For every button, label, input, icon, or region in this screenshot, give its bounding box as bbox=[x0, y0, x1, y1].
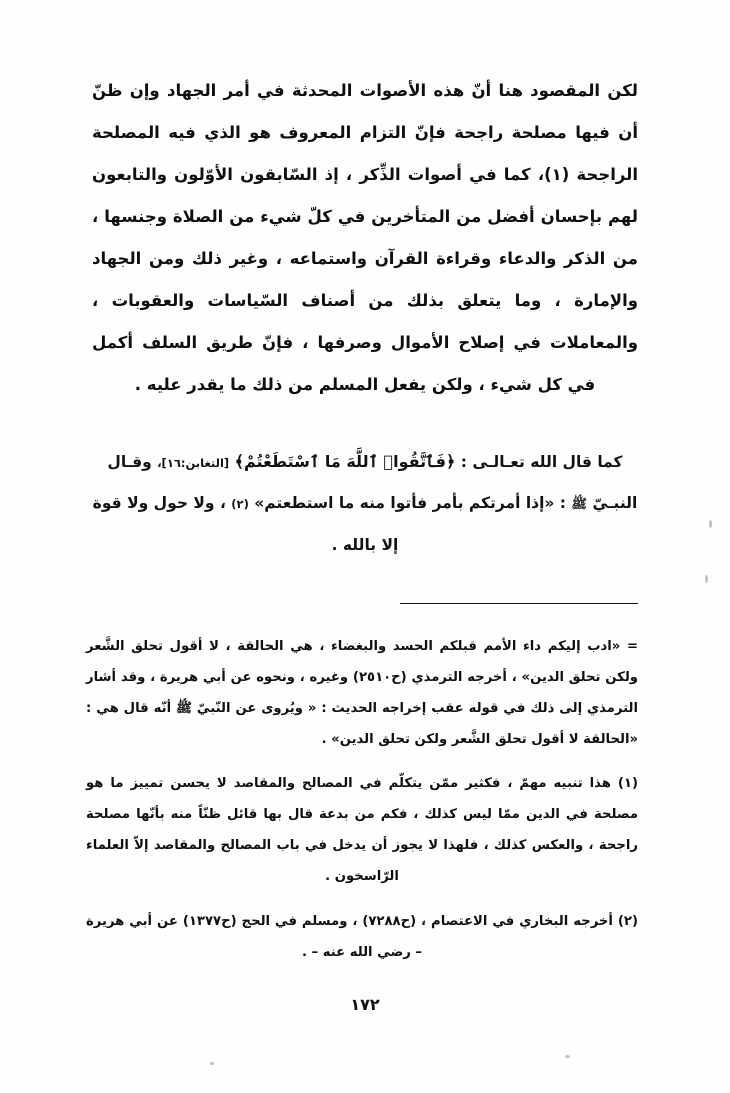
quote-intro: كما قال الله تعـالـى : bbox=[460, 453, 623, 471]
scan-artifact bbox=[565, 1055, 570, 1058]
quote-closing: ، ولا حول ولا قوة إلا بالله . bbox=[92, 494, 399, 554]
main-text-block bbox=[92, 70, 638, 565]
footnote-separator bbox=[400, 603, 638, 604]
hadith-text: : «إذا أمرتكم بأمر فأتوا منه ما استطعتم» bbox=[254, 494, 567, 512]
scan-artifact bbox=[210, 1062, 214, 1065]
footnote-continuation: = «ادب إليكم داء الأمم قبلكم الحسد والبغضاء ، هي الحالقة ، لا أقول تحلق الشَّعر ولكن تحلق الدين» ، أخرجه الترمذي (ح٢٥١٠) وغيره ، ونحوه عن أبي هريرة ، وقد أشار الترمذي إلى ذلك في قوله عقب إخراجه الحديث : « ويُروى عن النّبيّ ﷺ أنّه قال هي : «الحالقة لا أقول تحلق الشَّعر ولكن تحلق الدين» . bbox=[86, 639, 638, 748]
hadith-reference: (٢) bbox=[231, 497, 249, 511]
page-number: ١٧٢ bbox=[350, 995, 380, 1014]
footnotes-section bbox=[86, 618, 638, 971]
quran-verse: ﴿فَٱتَّقُوا۟ ٱللَّهَ مَا ٱسْتَطَعْتُمْ﴾ bbox=[234, 452, 456, 471]
footnote-1: (١) هذا تنبيه مهمّ ، فكثير ممّن يتكلّم في المصالح والمقاصد لا يحسن تمييز ما هو مصلحة في الدين ممّا ليس كذلك ، فكم من بدعة قال بها قائل ظنّاً منه بأنّها مصلحة راجحة ، والعكس كذلك ، فلهذا لا يجوز أن يدخل في باب المصالح والمقاصد إلاّ العلماء الرّاسخون . bbox=[86, 776, 638, 885]
verse-reference: [التغابن:١٦]، bbox=[157, 456, 230, 470]
footnote-2: (٢) أخرجه البخاري في الاعتصام ، (ح٧٢٨٨) ، ومسلم في الحج (ح١٣٧٧) عن أبي هريرة – رضي الله عنه – . bbox=[86, 913, 638, 960]
quote-connector: وقـال النبـيّ bbox=[107, 453, 638, 512]
quotation-block bbox=[92, 442, 638, 565]
scan-artifact bbox=[705, 575, 708, 583]
body-paragraph: لكن المقصود هنا أنّ هذه الأصوات المحدثة في أمر الجهاد وإن ظنّ أن فيها مصلحة راجحة فإنّ التزام المعروف هو الذي فيه المصلحة الراجحة (١)، كما في أصوات الذِّكر ، إذ السّابقون الأوّلون والتابعون لهم بإحسان أفضل من المتأخرين في كلّ شيء من الصلاة وجنسها ، من الذكر والدعاء وقراءة القرآن واستماعه ، وغير ذلك ومن الجهاد والإمارة ، وما يتعلق بذلك من أصناف السّياسات والعقوبات ، والمعاملات في إصلاح الأموال وصرفها ، فإنّ طريق السلف أكمل في كل شيء ، ولكن يفعل المسلم من ذلك ما يقدر عليه . bbox=[92, 81, 638, 394]
scan-artifact bbox=[709, 520, 712, 528]
prophet-honorific-icon: ﷺ bbox=[571, 497, 588, 512]
